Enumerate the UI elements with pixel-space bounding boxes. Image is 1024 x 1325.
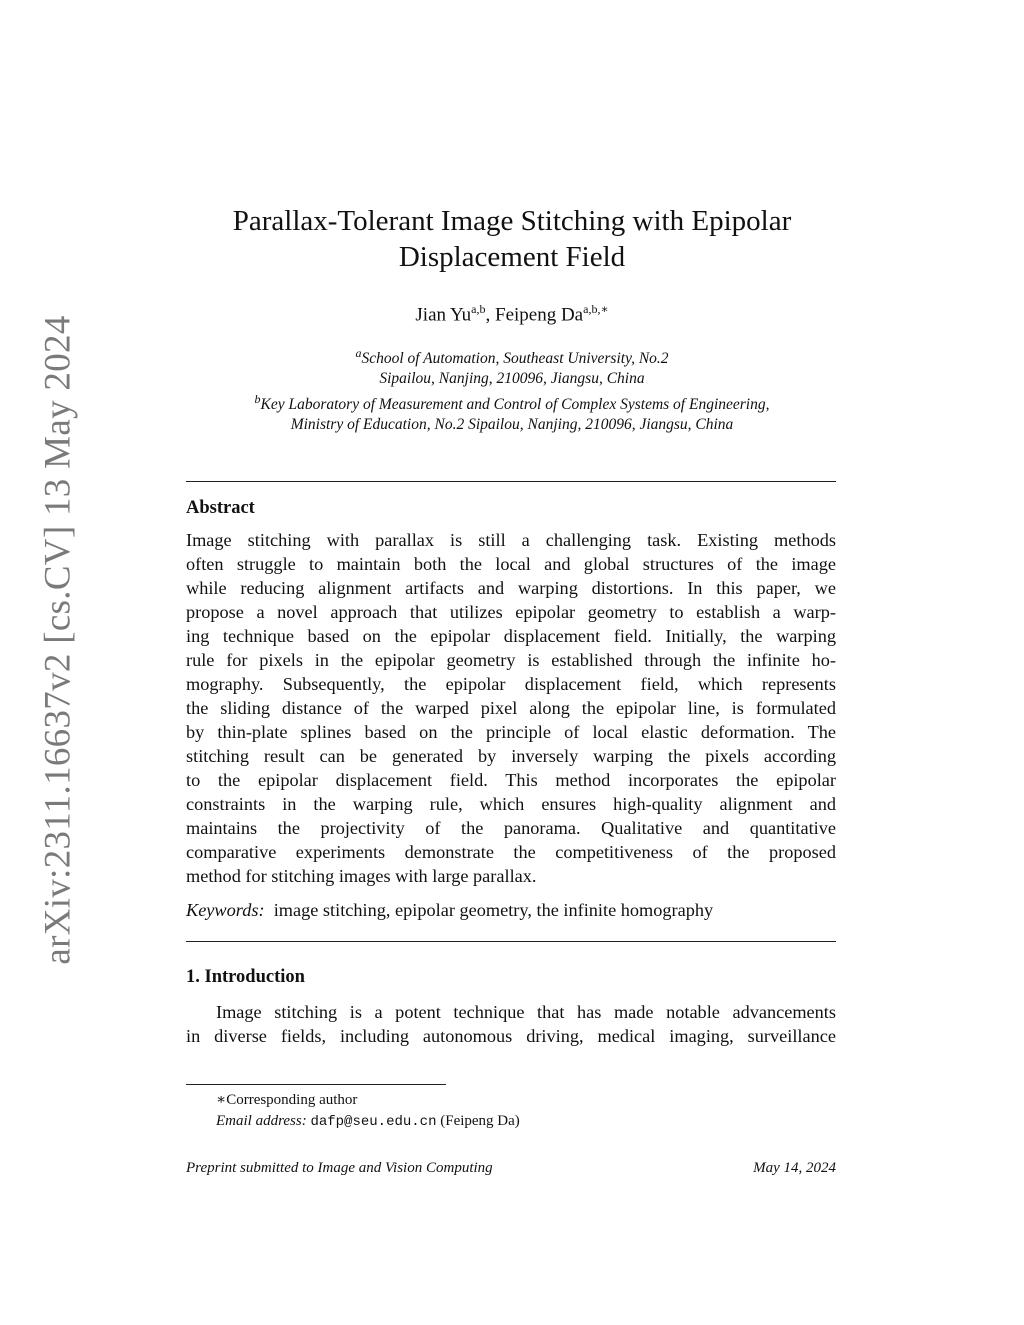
text-line: while reducing alignment artifacts and warping distortions. In this paper, we — [186, 578, 836, 598]
affil-mark: a — [355, 346, 362, 360]
affiliations — [0, 343, 1024, 435]
affil-line: Sipailou, Nanjing, 210096, Jiangsu, China — [379, 370, 645, 388]
text-line: Image stitching is a potent technique that has made notable advancements — [216, 1002, 836, 1022]
arxiv-identifier: arXiv:2311.16637v2 [cs.CV] 13 May 2024 — [37, 315, 79, 965]
text-line: the sliding distance of the warped pixel along the epipolar line, is formulated — [186, 698, 836, 718]
keywords-text: image stitching, epipolar geometry, the infinite homography — [273, 900, 714, 920]
abstract-heading: Abstract — [186, 498, 255, 518]
author-affil-mark: a,b — [471, 302, 486, 316]
email-owner: (Feipeng Da) — [440, 1113, 520, 1129]
author-name: Feipeng Da — [495, 304, 584, 326]
corresponding-note: ∗Corresponding author — [216, 1092, 358, 1108]
text-line: in diverse fields, including autonomous driving, medical imaging, surveillance — [186, 1026, 836, 1046]
text-line: often struggle to maintain both the local and global structures of the image — [186, 554, 836, 574]
text-line: to the epipolar displacement field. This method incorporates the epipolar — [186, 770, 836, 790]
text-line: constraints in the warping rule, which ensures high-quality alignment and — [186, 794, 836, 814]
text-line: stitching result can be generated by inversely warping the pixels according — [186, 746, 836, 766]
abstract-top-rule — [186, 481, 836, 482]
author-affil-mark: a,b,∗ — [583, 302, 609, 316]
footnote — [186, 1090, 520, 1133]
title-line: Displacement Field — [398, 241, 626, 273]
text-line: maintains the projectivity of the panorama. Qualitative and quantitative — [186, 818, 836, 838]
email-label: Email address: — [216, 1113, 307, 1129]
text-line: propose a novel approach that utilizes epipolar geometry to establish a warp- — [186, 602, 836, 622]
affil-line: School of Automation, Southeast University, No.2 — [361, 350, 669, 368]
text-line: rule for pixels in the epipolar geometry is established through the infinite ho- — [186, 650, 836, 670]
affil-mark: b — [254, 392, 261, 407]
affil-line: Key Laboratory of Measurement and Control of Complex Systems of Engineering, — [260, 396, 770, 414]
text-line: comparative experiments demonstrate the competitiveness of the proposed — [186, 842, 836, 862]
text-line: ing technique based on the epipolar displacement field. Initially, the warping — [186, 626, 836, 646]
abstract-bottom-rule — [186, 941, 836, 942]
introduction-body — [186, 1000, 836, 1048]
text-line: mography. Subsequently, the epipolar displacement field, which represents — [186, 674, 836, 694]
keywords-label: Keywords: — [186, 900, 265, 920]
footnote-rule — [186, 1084, 446, 1085]
author-list: Jian Yu$^{a,b}$, Feipeng $Da^{a,b,∗}$ — [415, 302, 609, 326]
text-line: by thin-plate splines based on the principle of local elastic deformation. The — [186, 722, 836, 742]
author-name: Jian Yu — [415, 304, 472, 326]
page-footer — [186, 1160, 836, 1177]
section-heading: 1. Introduction — [186, 967, 305, 987]
text-line: Image stitching with parallax is still a challenging task. Existing methods — [186, 530, 836, 550]
paper-title — [0, 203, 1024, 275]
footer-date: May 14, 2024 — [753, 1160, 836, 1176]
keywords — [186, 898, 836, 922]
text-line: method for stitching images with large parallax. — [186, 866, 537, 886]
affil-line: Ministry of Education, No.2 Sipailou, Nanjing, 210096, Jiangsu, China — [290, 416, 734, 434]
abstract-section — [186, 498, 836, 922]
title-line: Parallax-Tolerant Image Stitching with Epipolar — [232, 205, 792, 237]
introduction-section — [186, 967, 836, 1048]
email-address[interactable]: dafp@seu.edu.cn — [310, 1114, 437, 1130]
abstract-body — [186, 528, 836, 888]
footer-venue: Preprint submitted to Image and Vision Computing — [186, 1160, 493, 1176]
